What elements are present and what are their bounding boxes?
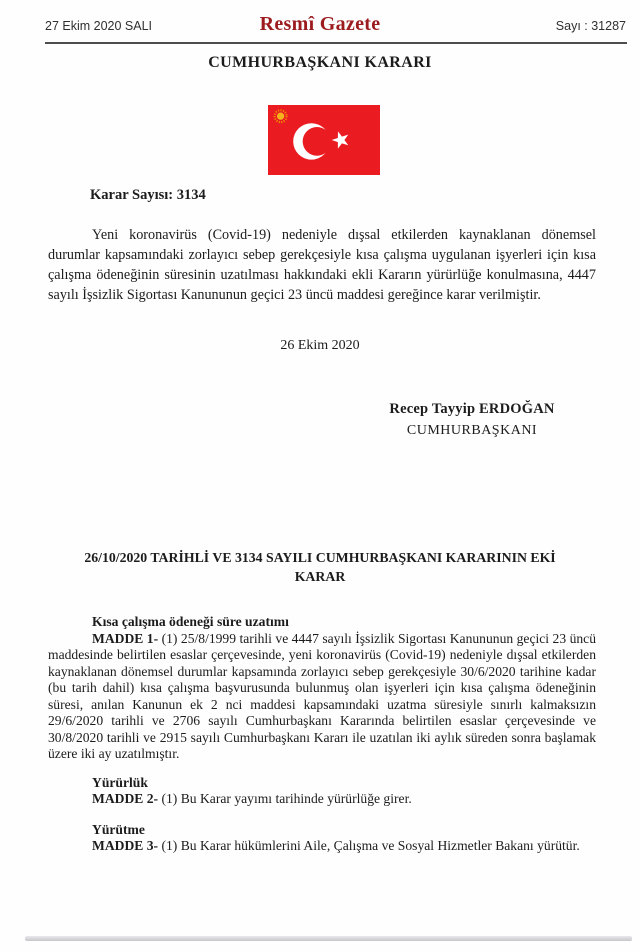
article1-text: (1) 25/8/1999 tarihli ve 4447 sayılı İşsizlik Sigortası Kanununun geçici 23 üncü maddesinde belirtilen esaslar çerçevesinde, yeni koronavirüs (Covid-19) nedeniyle dışsal etkilerden kaynaklanan dönemsel durumlar kapsamında zorlayıcı sebep gerekçesiyle 30/6/2020 tarihine kadar (bu tarih dahil) kısa çalışma başvurusunda bulunmuş olan işyerleri için kısa çalışma ödeneğinin süresi, anılan Kanunun ek 2 nci maddesi kapsamındaki uzatma süresiyle sınırlı kalmaksızın 29/6/2020 tarihli ve 2706 sayılı Cumhurbaşkanı Kararında belirtilen esaslar çerçevesinde ve 30/8/2020 tarihli ve 2915 sayılı Cumhurbaşkanı Kararı ile uzatılan iki aylık süreden sonra başlamak üzere iki ay uzatılmıştır. xyxy=(48,630,597,761)
page-bottom-edge xyxy=(25,936,632,941)
decree-number: Karar Sayısı: 3134 xyxy=(90,187,206,203)
signatory-title: CUMHURBAŞKANI xyxy=(406,423,538,438)
signatory-name: Recep Tayyip ERDOĞAN xyxy=(389,401,555,417)
article2-heading: Yürürlük xyxy=(92,774,148,790)
article3-paragraph xyxy=(48,838,596,855)
article3-label: MADDE 3- xyxy=(92,838,159,853)
spacer xyxy=(48,763,596,775)
article3-text: (1) Bu Karar hükümlerini Aile, Çalışma ve Sosyal Hizmetler Bakanı yürütür. xyxy=(158,838,580,853)
spacer xyxy=(48,808,596,822)
decree-date: 26 Ekim 2020 xyxy=(280,338,360,353)
document-title: CUMHURBAŞKANI KARARI xyxy=(208,54,432,71)
signature-block xyxy=(350,401,594,439)
turkish-presidential-flag-icon xyxy=(268,105,380,175)
article1-heading: Kısa çalışma ödeneği süre uzatımı xyxy=(92,614,289,629)
article2-text: (1) Bu Karar yayımı tarihinde yürürlüğe girer. xyxy=(158,791,412,806)
gazette-title: Resmî Gazete xyxy=(259,13,381,35)
issue-date: 27 Ekim 2020 SALI xyxy=(45,19,153,33)
articles-section xyxy=(48,614,596,855)
article2-paragraph xyxy=(48,791,596,808)
article1-paragraph xyxy=(48,631,596,763)
article1-label: MADDE 1- xyxy=(92,630,159,646)
annex-title-line1: 26/10/2020 TARİHLİ VE 3134 SAYILI CUMHURBAŞKANI KARARININ EKİ xyxy=(84,550,556,565)
masthead-divider xyxy=(45,42,627,44)
decree-intro-paragraph: Yeni koronavirüs (Covid-19) nedeniyle dışsal etkilerden kaynaklanan dönemsel durumlar kapsamındaki zorlayıcı sebep gerekçesiyle kısa çalışma uygulanan işyerleri için kısa çalışma ödeneğinin süresinin uzatılması hakkındaki ekli Kararın yürürlüğe konulmasına, 4447 sayılı İşsizlik Sigortası Kanununun geçici 23 üncü maddesi gereğince karar verilmiştir. xyxy=(48,227,596,304)
issue-number: Sayı : 31287 xyxy=(555,19,626,33)
annex-title-line2: KARAR xyxy=(294,568,346,584)
annex-title xyxy=(0,549,640,586)
article2-label: MADDE 2- xyxy=(92,791,159,806)
article3-heading: Yürütme xyxy=(92,821,145,837)
